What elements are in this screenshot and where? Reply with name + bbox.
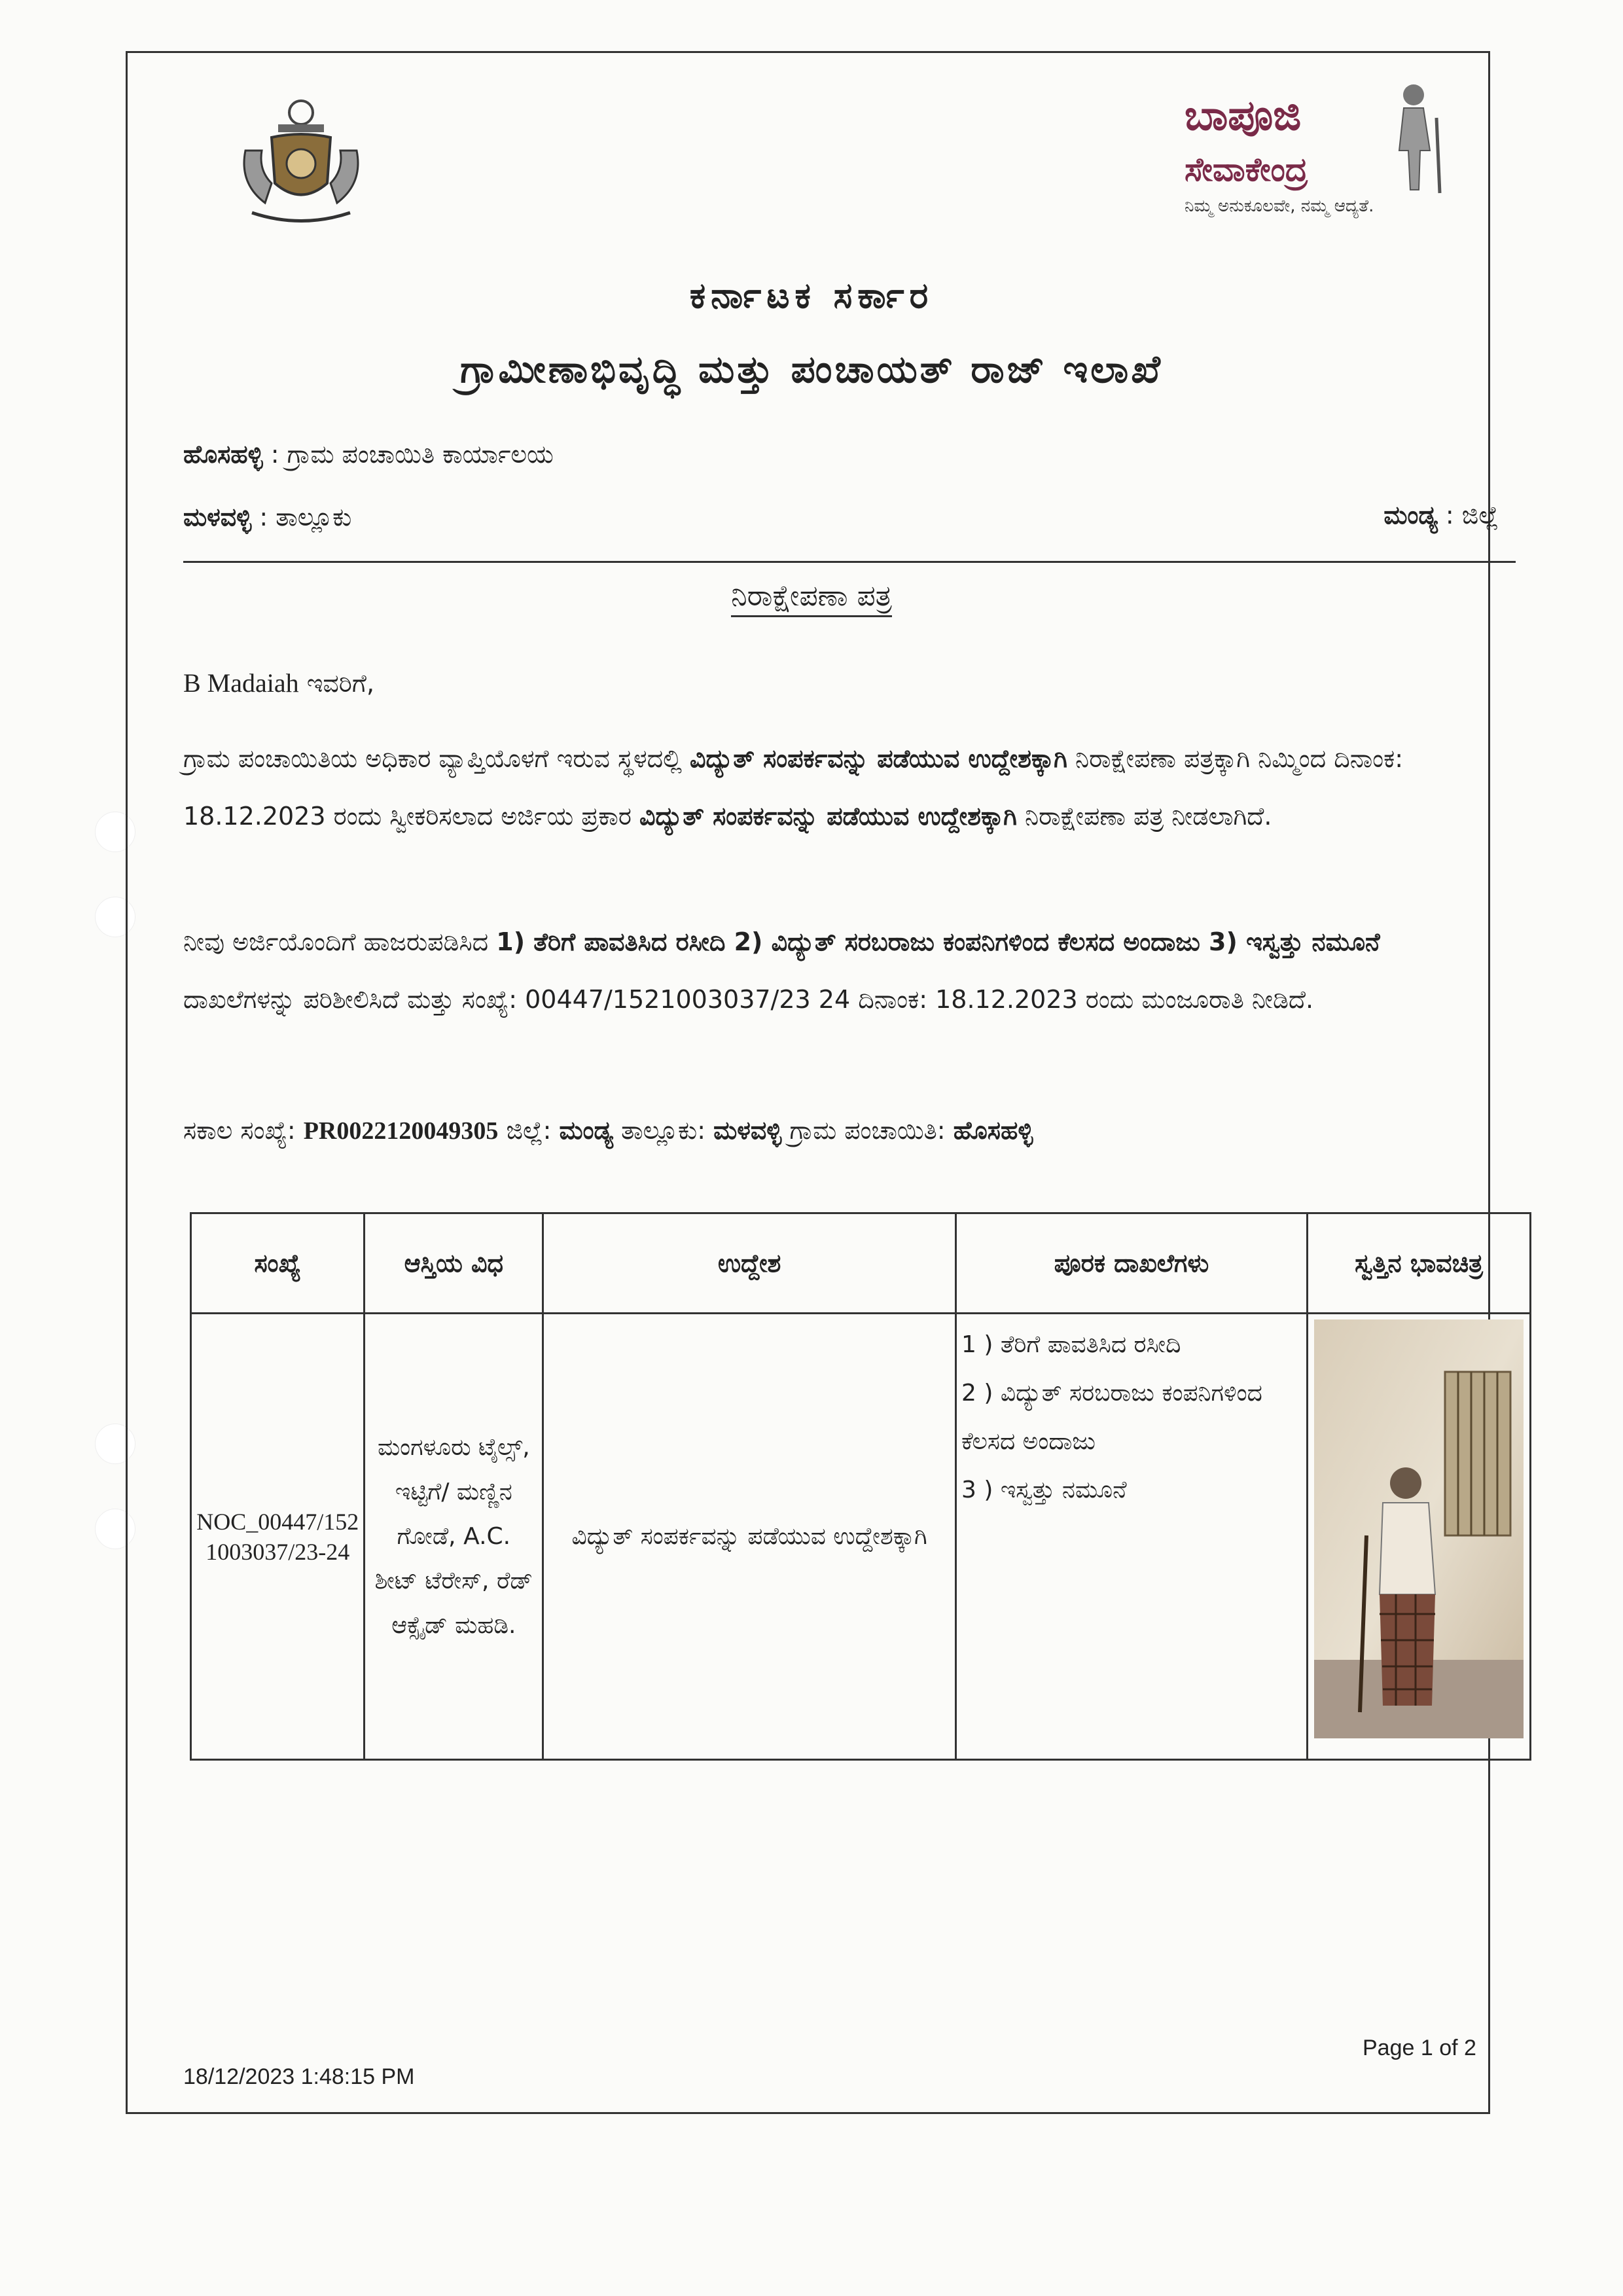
logo-line-2: ಸೇವಾಕೇಂದ್ರ [1185, 151, 1308, 188]
government-name: ಕರ್ನಾಟಕ ಸರ್ಕಾರ [689, 275, 934, 316]
noc-details-table [190, 1212, 1531, 1761]
paragraph-2: ನೀವು ಅರ್ಜಿಯೊಂದಿಗೆ ಹಾಜರುಪಡಿಸಿದ 1) ತೆರಿಗೆ ಪಾವತಿಸಿದ ರಸೀದಿ 2) ವಿದ್ಯುತ್ ಸರಬರಾಜು ಕಂಪನಿಗಳಿಂದ ಕೆಲಸದ ಅಂದಾಜು 3) ಇಸ್ವತ್ತು ನಮೂನೆ ದಾಖಲೆಗಳನ್ನು ಪರಿಶೀಲಿಸಿದೆ ಮತ್ತು ಸಂಖ್ಯೆ: 00447/1521003037/23 24 ದಿನಾಂಕ: 18.12.2023 ರಂದು ಮಂಜೂರಾತಿ ನೀಡಿದೆ. [183, 927, 1380, 1014]
header-divider [183, 561, 1516, 563]
purpose-cell: ವಿದ್ಯುತ್ ಸಂಪರ್ಕವನ್ನು ಪಡೆಯುವ ಉದ್ದೇಶಕ್ಕಾಗಿ [543, 1314, 956, 1760]
sakala-line: ಸಕಾಲ ಸಂಖ್ಯೆ: PR0022120049305 ಜಿಲ್ಲೆ: ಮಂಡ್ಯ ತಾಲ್ಲೂಕು: ಮಳವಳ್ಳಿ ಗ್ರಾಮ ಪಂಚಾಯಿತಿ: ಹೊಸಹಳ್ಳಿ [183, 1116, 1033, 1145]
document-item: 2 ) ವಿದ್ಯುತ್ ಸರಬರಾಜು ಕಂಪನಿಗಳಿಂದ ಕೆಲಸದ ಅಂದಾಜು [961, 1380, 1262, 1455]
header-number: ಸಂಖ್ಯೆ [191, 1213, 365, 1314]
noc-number-cell: NOC_00447/1521003037/23-24 [191, 1314, 365, 1760]
karnataka-emblem-icon [232, 92, 370, 236]
department-name: ಗ್ರಾಮೀಣಾಭಿವೃದ್ಧಿ ಮತ್ತು ಪಂಚಾಯತ್ ರಾಜ್ ಇಲಾಖೆ [460, 347, 1163, 391]
property-photo-cell [1307, 1314, 1530, 1760]
logo-tagline: ನಿಮ್ಮ ಅನುಕೂಲವೇ, ನಮ್ಮ ಆದ್ಯತೆ. [1185, 196, 1374, 216]
logo-line-1: ಬಾಪೂಜಿ [1185, 92, 1302, 140]
paragraph-1: ಗ್ರಾಮ ಪಂಚಾಯಿತಿಯ ಅಧಿಕಾರ ವ್ಯಾಪ್ತಿಯೊಳಗೆ ಇರುವ ಸ್ಥಳದಲ್ಲಿ ವಿದ್ಯುತ್ ಸಂಪರ್ಕವನ್ನು ಪಡೆಯುವ ಉದ್ದೇಶಕ್ಕಾಗಿ ನಿರಾಕ್ಷೇಪಣಾ ಪತ್ರಕ್ಕಾಗಿ ನಿಮ್ಮಿಂದ ದಿನಾಂಕ: 18.12.2023 ರಂದು ಸ್ವೀಕರಿಸಲಾದ ಅರ್ಜಿಯ ಪ್ರಕಾರ ವಿದ್ಯುತ್ ಸಂಪರ್ಕವನ್ನು ಪಡೆಯುವ ಉದ್ದೇಶಕ್ಕಾಗಿ ನಿರಾಕ್ಷೇಪಣಾ ಪತ್ರ ನೀಡಲಾಗಿದೆ. [183, 744, 1404, 831]
bapuji-sevakendra-logo [1178, 79, 1466, 229]
header-purpose: ಉದ್ದೇಶ [543, 1213, 956, 1314]
print-timestamp: 18/12/2023 1:48:15 PM [183, 2064, 415, 2089]
salutation: B Madaiah ಇವರಿಗೆ, [183, 668, 375, 698]
header-property-type: ಆಸ್ತಿಯ ವಿಧ [365, 1213, 543, 1314]
table-row [191, 1314, 1531, 1760]
property-photo [1314, 1319, 1524, 1738]
gram-panchayat-line: ಹೊಸಹಳ್ಳಿ : ಗ್ರಾಮ ಪಂಚಾಯಿತಿ ಕಾರ್ಯಾಲಯ [183, 440, 554, 469]
table-header-row [191, 1213, 1531, 1314]
header-photo: ಸ್ವತ್ತಿನ ಭಾವಚಿತ್ರ [1307, 1213, 1530, 1314]
documents-cell [956, 1314, 1308, 1760]
property-type-cell: ಮಂಗಳೂರು ಟೈಲ್ಸ್, ಇಟ್ಟಿಗೆ/ ಮಣ್ಣಿನ ಗೋಡೆ, A.C. ಶೀಟ್ ಟೆರೇಸ್, ರೆಡ್ ಆಕ್ಸೈಡ್ ಮಹಡಿ. [365, 1314, 543, 1760]
gandhi-figure-icon [1374, 79, 1453, 196]
page-number: Page 1 of 2 [1363, 2036, 1476, 2060]
document-item: 1 ) ತೆರಿಗೆ ಪಾವತಿಸಿದ ರಸೀದಿ [961, 1331, 1181, 1358]
district-line: ಮಂಡ್ಯ : ಜಿಲ್ಲೆ [1383, 501, 1499, 529]
document-title: ನಿರಾಕ್ಷೇಪಣಾ ಪತ್ರ [0, 579, 1623, 613]
document-item: 3 ) ಇಸ್ವತ್ತು ನಮೂನೆ [961, 1477, 1127, 1503]
header-documents: ಪೂರಕ ದಾಖಲೆಗಳು [956, 1213, 1308, 1314]
taluk-line: ಮಳವಳ್ಳಿ : ತಾಲ್ಲೂಕು [183, 503, 352, 531]
